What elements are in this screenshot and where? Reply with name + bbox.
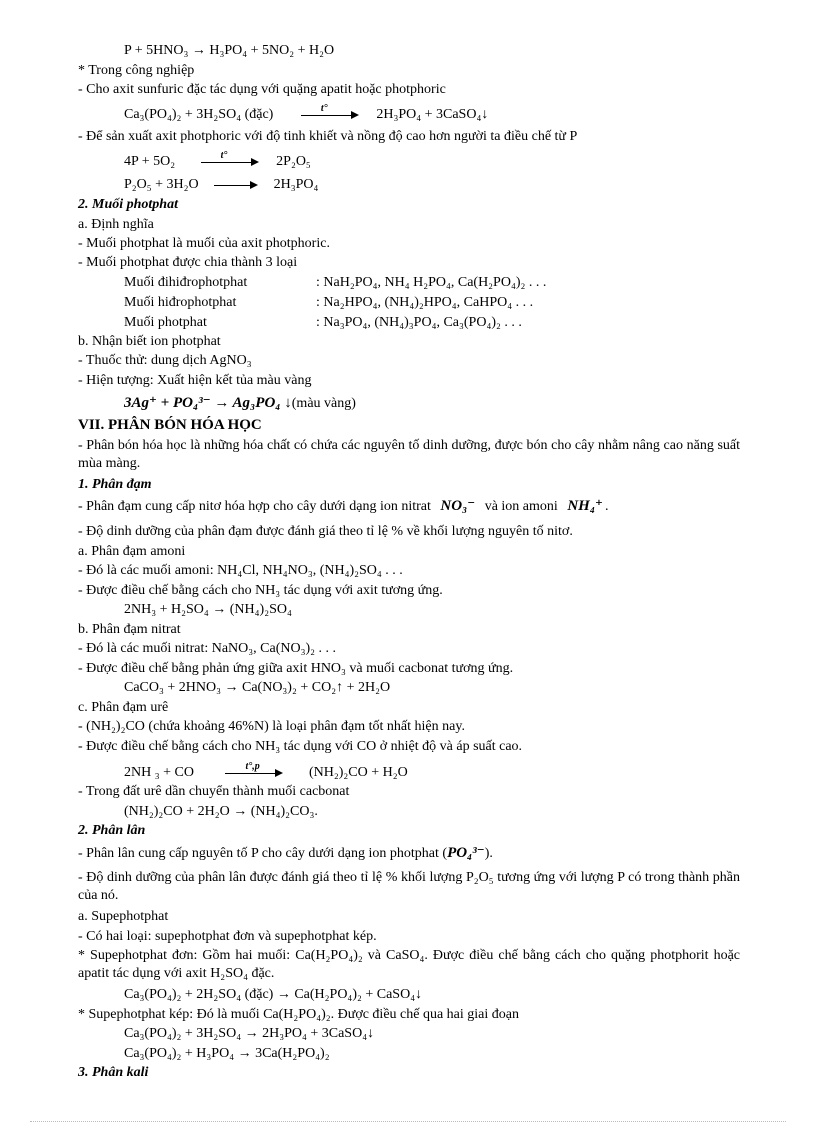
text-line bbox=[78, 844, 493, 863]
reaction-p-hno3: P + 5HNO₃ → H₃PO₄ + 5NO₂ + H₂O bbox=[124, 43, 335, 58]
text-line: c. Phân đạm urê bbox=[78, 700, 169, 715]
reaction-apatite bbox=[124, 102, 489, 124]
arrow-icon bbox=[225, 760, 283, 778]
text-line: - Trong đất urê dần chuyển thành muối cacbonat bbox=[78, 784, 350, 799]
text-line: b. Nhận biết ion photphat bbox=[78, 334, 221, 349]
condition-label: t° bbox=[220, 149, 228, 161]
text-line: - (NH₂)₂CO (chứa khoảng 46%N) là loại phân đạm tốt nhất hiện nay. bbox=[78, 719, 465, 734]
reactants: 4P + 5O₂ bbox=[124, 154, 176, 169]
salt-row bbox=[124, 314, 522, 332]
text: - Phân lân cung cấp nguyên tố P cho cây dưới dạng ion photphat ( bbox=[78, 846, 448, 861]
salt-type: Muối photphat bbox=[124, 315, 207, 330]
text-line: - Có hai loại: supephotphat đơn và supephotphat kép. bbox=[78, 929, 377, 944]
arrow-icon bbox=[201, 149, 259, 167]
text-line: - Được điều chế bằng phản ứng giữa axit HNO₃ và muối cacbonat tương ứng. bbox=[78, 661, 514, 676]
condition-label: t°,p bbox=[245, 760, 260, 772]
section-heading: 3. Phân kali bbox=[78, 1065, 149, 1080]
text-line: - Muối photphat được chia thành 3 loại bbox=[78, 255, 298, 270]
text-line bbox=[78, 497, 608, 516]
reaction-urea-water: (NH₂)₂CO + 2H₂O → (NH₄)₂CO₃. bbox=[124, 804, 318, 819]
text-line: - Thuốc thử: dung dịch AgNO₃ bbox=[78, 353, 252, 368]
reaction-p-o2 bbox=[124, 149, 311, 171]
paragraph: - Độ dinh dưỡng của phân lân được đánh giá theo tỉ lệ % khối lượng P₂O₅ tương ứng với lượng P có trong thành phần của nó. bbox=[78, 870, 740, 903]
text-line: - Đó là các muối amoni: NH₄Cl, NH₄NO₃, (NH₄)₂SO₄ . . . bbox=[78, 563, 403, 578]
nitrate-ion: NO₃⁻ bbox=[440, 498, 476, 514]
reaction-super-single: Ca₃(PO₄)₂ + 2H₂SO₄ (đặc) → Ca(H₂PO₄)₂ + CaSO₄↓ bbox=[124, 987, 423, 1002]
text: ). bbox=[484, 846, 493, 861]
arrow-icon bbox=[301, 102, 359, 120]
reaction-nh3-h2so4: 2NH₃ + H₂SO₄ → (NH₄)₂SO₄ bbox=[124, 602, 292, 617]
text: . bbox=[604, 499, 609, 514]
text-line: - Để sản xuất axit photphoric với độ tinh khiết và nồng độ cao hơn người ta điều chế từ P bbox=[78, 129, 578, 144]
phosphate-ion: PO₄³⁻ bbox=[447, 845, 485, 861]
equation: 3Ag⁺ + PO₄³⁻ → Ag₃PO₄ ↓ bbox=[124, 395, 292, 411]
chapter-heading: VII. PHÂN BÓN HÓA HỌC bbox=[78, 417, 262, 433]
text-line: - Được điều chế bằng cách cho NH₃ tác dụng với axit tương ứng. bbox=[78, 583, 443, 598]
text-line: a. Định nghĩa bbox=[78, 217, 154, 232]
reaction-p2o5 bbox=[124, 176, 318, 194]
arrow-icon bbox=[214, 180, 258, 190]
paragraph: * Supephotphat đơn: Gồm hai muối: Ca(H₂PO₄)₂ và CaSO₄. Được điều chế bằng cách cho quặng photphorit hoặc apatit tác dụng với axit H₂SO₄ đặc. bbox=[78, 948, 740, 981]
products: 2H₃PO₄ + 3CaSO₄↓ bbox=[376, 107, 489, 122]
text-line: - Đó là các muối nitrat: NaNO₃, Ca(NO₃)₂ . . . bbox=[78, 641, 337, 656]
products: 2H₃PO₄ bbox=[273, 177, 319, 192]
reaction-super-double-2: Ca₃(PO₄)₂ + H₃PO₄ → 3Ca(H₂PO₄)₂ bbox=[124, 1046, 330, 1061]
condition-label: t° bbox=[320, 102, 328, 114]
precipitate-color: (màu vàng) bbox=[291, 396, 356, 411]
reaction-caco3: CaCO₃ + 2HNO₃ → Ca(NO₃)₂ + CO₂↑ + 2H₂O bbox=[124, 680, 391, 695]
subheading-industry: * Trong công nghiệp bbox=[78, 63, 195, 78]
section-heading: 2. Phân lân bbox=[78, 823, 146, 838]
paragraph: - Phân bón hóa học là những hóa chất có chứa các nguyên tố dinh dưỡng, được bón cho cây nhằm nâng cao năng suất mùa màng. bbox=[78, 438, 740, 471]
products: (NH₂)₂CO + H₂O bbox=[308, 765, 408, 780]
salt-type: Muối đihiđrophotphat bbox=[124, 275, 248, 290]
products: 2P₂O₅ bbox=[276, 154, 311, 169]
salt-type: Muối hiđrophotphat bbox=[124, 295, 237, 310]
text-line: * Supephotphat kép: Đó là muối Ca(H₂PO₄)₂. Được điều chế qua hai giai đoạn bbox=[78, 1007, 519, 1022]
reactants: Ca₃(PO₄)₂ + 3H₂SO₄ (đặc) bbox=[124, 107, 274, 122]
text: và ion amoni bbox=[484, 499, 558, 514]
salt-row bbox=[124, 294, 533, 312]
text-line: - Được điều chế bằng cách cho NH₃ tác dụng với CO ở nhiệt độ và áp suất cao. bbox=[78, 739, 523, 754]
text-line: - Cho axit sunfuric đặc tác dụng với quặng apatit hoặc photphoric bbox=[78, 82, 446, 97]
reaction-super-double-1: Ca₃(PO₄)₂ + 3H₂SO₄ → 2H₃PO₄ + 3CaSO₄↓ bbox=[124, 1026, 375, 1041]
salt-examples: : NaH₂PO₄, NH₄ H₂PO₄, Ca(H₂PO₄)₂ . . . bbox=[316, 275, 547, 290]
ammonium-ion: NH₄⁺ bbox=[567, 498, 603, 514]
salt-examples: : Na₃PO₄, (NH₄)₃PO₄, Ca₃(PO₄)₂ . . . bbox=[316, 315, 522, 330]
reaction-urea bbox=[124, 760, 408, 782]
section-heading: 2. Muối photphat bbox=[78, 197, 178, 212]
text-line: b. Phân đạm nitrat bbox=[78, 622, 181, 637]
reactants: 2NH ₃ + CO bbox=[124, 765, 194, 780]
text-line: - Muối photphat là muối của axit photphoric. bbox=[78, 236, 330, 251]
text-line: a. Phân đạm amoni bbox=[78, 544, 186, 559]
ionic-equation bbox=[124, 394, 356, 413]
salt-examples: : Na₂HPO₄, (NH₄)₂HPO₄, CaHPO₄ . . . bbox=[316, 295, 534, 310]
text-line: - Hiện tượng: Xuất hiện kết tủa màu vàng bbox=[78, 373, 312, 388]
text-line: - Độ dinh dưỡng của phân đạm được đánh giá theo tỉ lệ % về khối lượng nguyên tố nitơ. bbox=[78, 524, 573, 539]
salt-row bbox=[124, 274, 546, 292]
page-footer-divider bbox=[30, 1121, 786, 1122]
reactants: P₂O₅ + 3H₂O bbox=[124, 177, 199, 192]
text: - Phân đạm cung cấp nitơ hóa hợp cho cây dưới dạng ion nitrat bbox=[78, 499, 431, 514]
section-heading: 1. Phân đạm bbox=[78, 477, 152, 492]
text-line: a. Supephotphat bbox=[78, 909, 169, 924]
